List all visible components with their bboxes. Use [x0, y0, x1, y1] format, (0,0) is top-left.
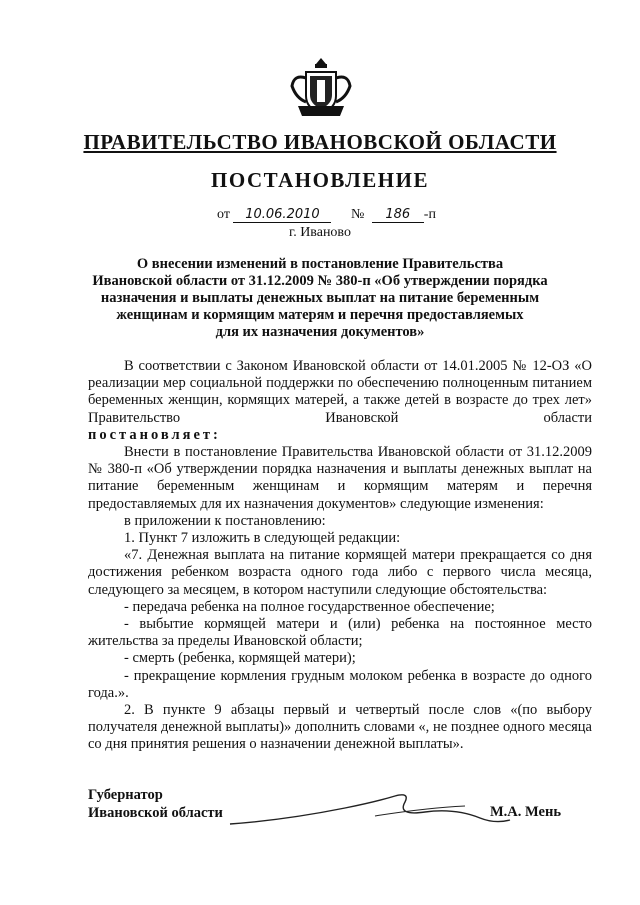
date-prefix: от: [217, 207, 230, 222]
signatory-name: М.А. Мень: [490, 804, 561, 820]
position-line: Губернатор: [88, 787, 163, 803]
item-1-paragraph: 1. Пункт 7 изложить в следующей редакции:: [124, 530, 401, 547]
intro-text: В соответствии с Законом Ивановской области от 14.01.2005 № 12-ОЗ «О реализации мер социальной поддержки по обеспечению полноценным питанием беременных женщин, кормящих матерей, а также детей в возрасте до трех лет» Правительство Ивановской области: [88, 358, 592, 426]
document-date-number: [217, 207, 436, 223]
document-number: 186: [372, 207, 424, 223]
bullet-item: - прекращение кормления грудным молоком ребенка в возрасте до одного года.».: [88, 667, 592, 701]
number-prefix: №: [350, 207, 365, 222]
government-title: ПРАВИТЕЛЬСТВО ИВАНОВСКОЙ ОБЛАСТИ: [83, 130, 557, 154]
decree-line: [88, 427, 592, 444]
amend-paragraph: Внести в постановление Правительства Ивановской области от 31.12.2009 № 380-п «Об утверждении порядка назначения и выплаты денежных выплат на питание беременным женщинам и кормящим матерям и перечня предоставляемых для их назначения документов» следующие изменения:: [88, 444, 592, 512]
subject-line: назначения и выплаты денежных выплат на питание беременным: [100, 290, 540, 306]
bullet-item: - смерть (ребенка, кормящей матери);: [124, 650, 356, 667]
handwritten-signature-icon: [225, 786, 515, 836]
city: г. Иваново: [289, 225, 351, 240]
subject-line: Ивановской области от 31.12.2009 № 380-п «Об утверждении порядка: [92, 273, 548, 289]
intro-paragraph: [88, 358, 592, 427]
document-subject: [80, 256, 560, 341]
subject-line: для их назначения документов»: [215, 324, 425, 340]
subject-line: О внесении изменений в постановление Правительства: [136, 256, 504, 272]
position-line: Ивановской области: [88, 805, 223, 821]
decree-word: постановляет:: [88, 426, 221, 443]
document-body: [88, 358, 592, 754]
number-suffix: -п: [423, 207, 436, 222]
document-type: ПОСТАНОВЛЕНИЕ: [211, 168, 429, 192]
subject-line: женщинам и кормящим матерям и перечня предоставляемых: [116, 307, 524, 323]
appendix-paragraph: в приложении к постановлению:: [124, 512, 326, 529]
document-date: 10.06.2010: [233, 207, 331, 223]
coat-of-arms-icon: [288, 56, 354, 120]
bullet-item: - выбытие кормящей матери и (или) ребенка на постоянное место жительства за пределы Ивановской области;: [88, 616, 592, 650]
signatory-position: [88, 786, 223, 822]
bullet-item: - передача ребенка на полное государственное обеспечение;: [124, 598, 495, 615]
item-2-paragraph: 2. В пункте 9 абзацы первый и четвертый после слов «(по выбору получателя денежной выплаты)» дополнить словами «, не позднее одного месяца со дня принятия решения о назначении денежной выплаты».: [88, 702, 592, 753]
quote-paragraph: «7. Денежная выплата на питание кормящей матери прекращается со дня достижения ребенком возраста одного года либо с первого числа месяца, следующего за месяцем, в котором наступили следующие обстоятельства:: [88, 547, 592, 598]
